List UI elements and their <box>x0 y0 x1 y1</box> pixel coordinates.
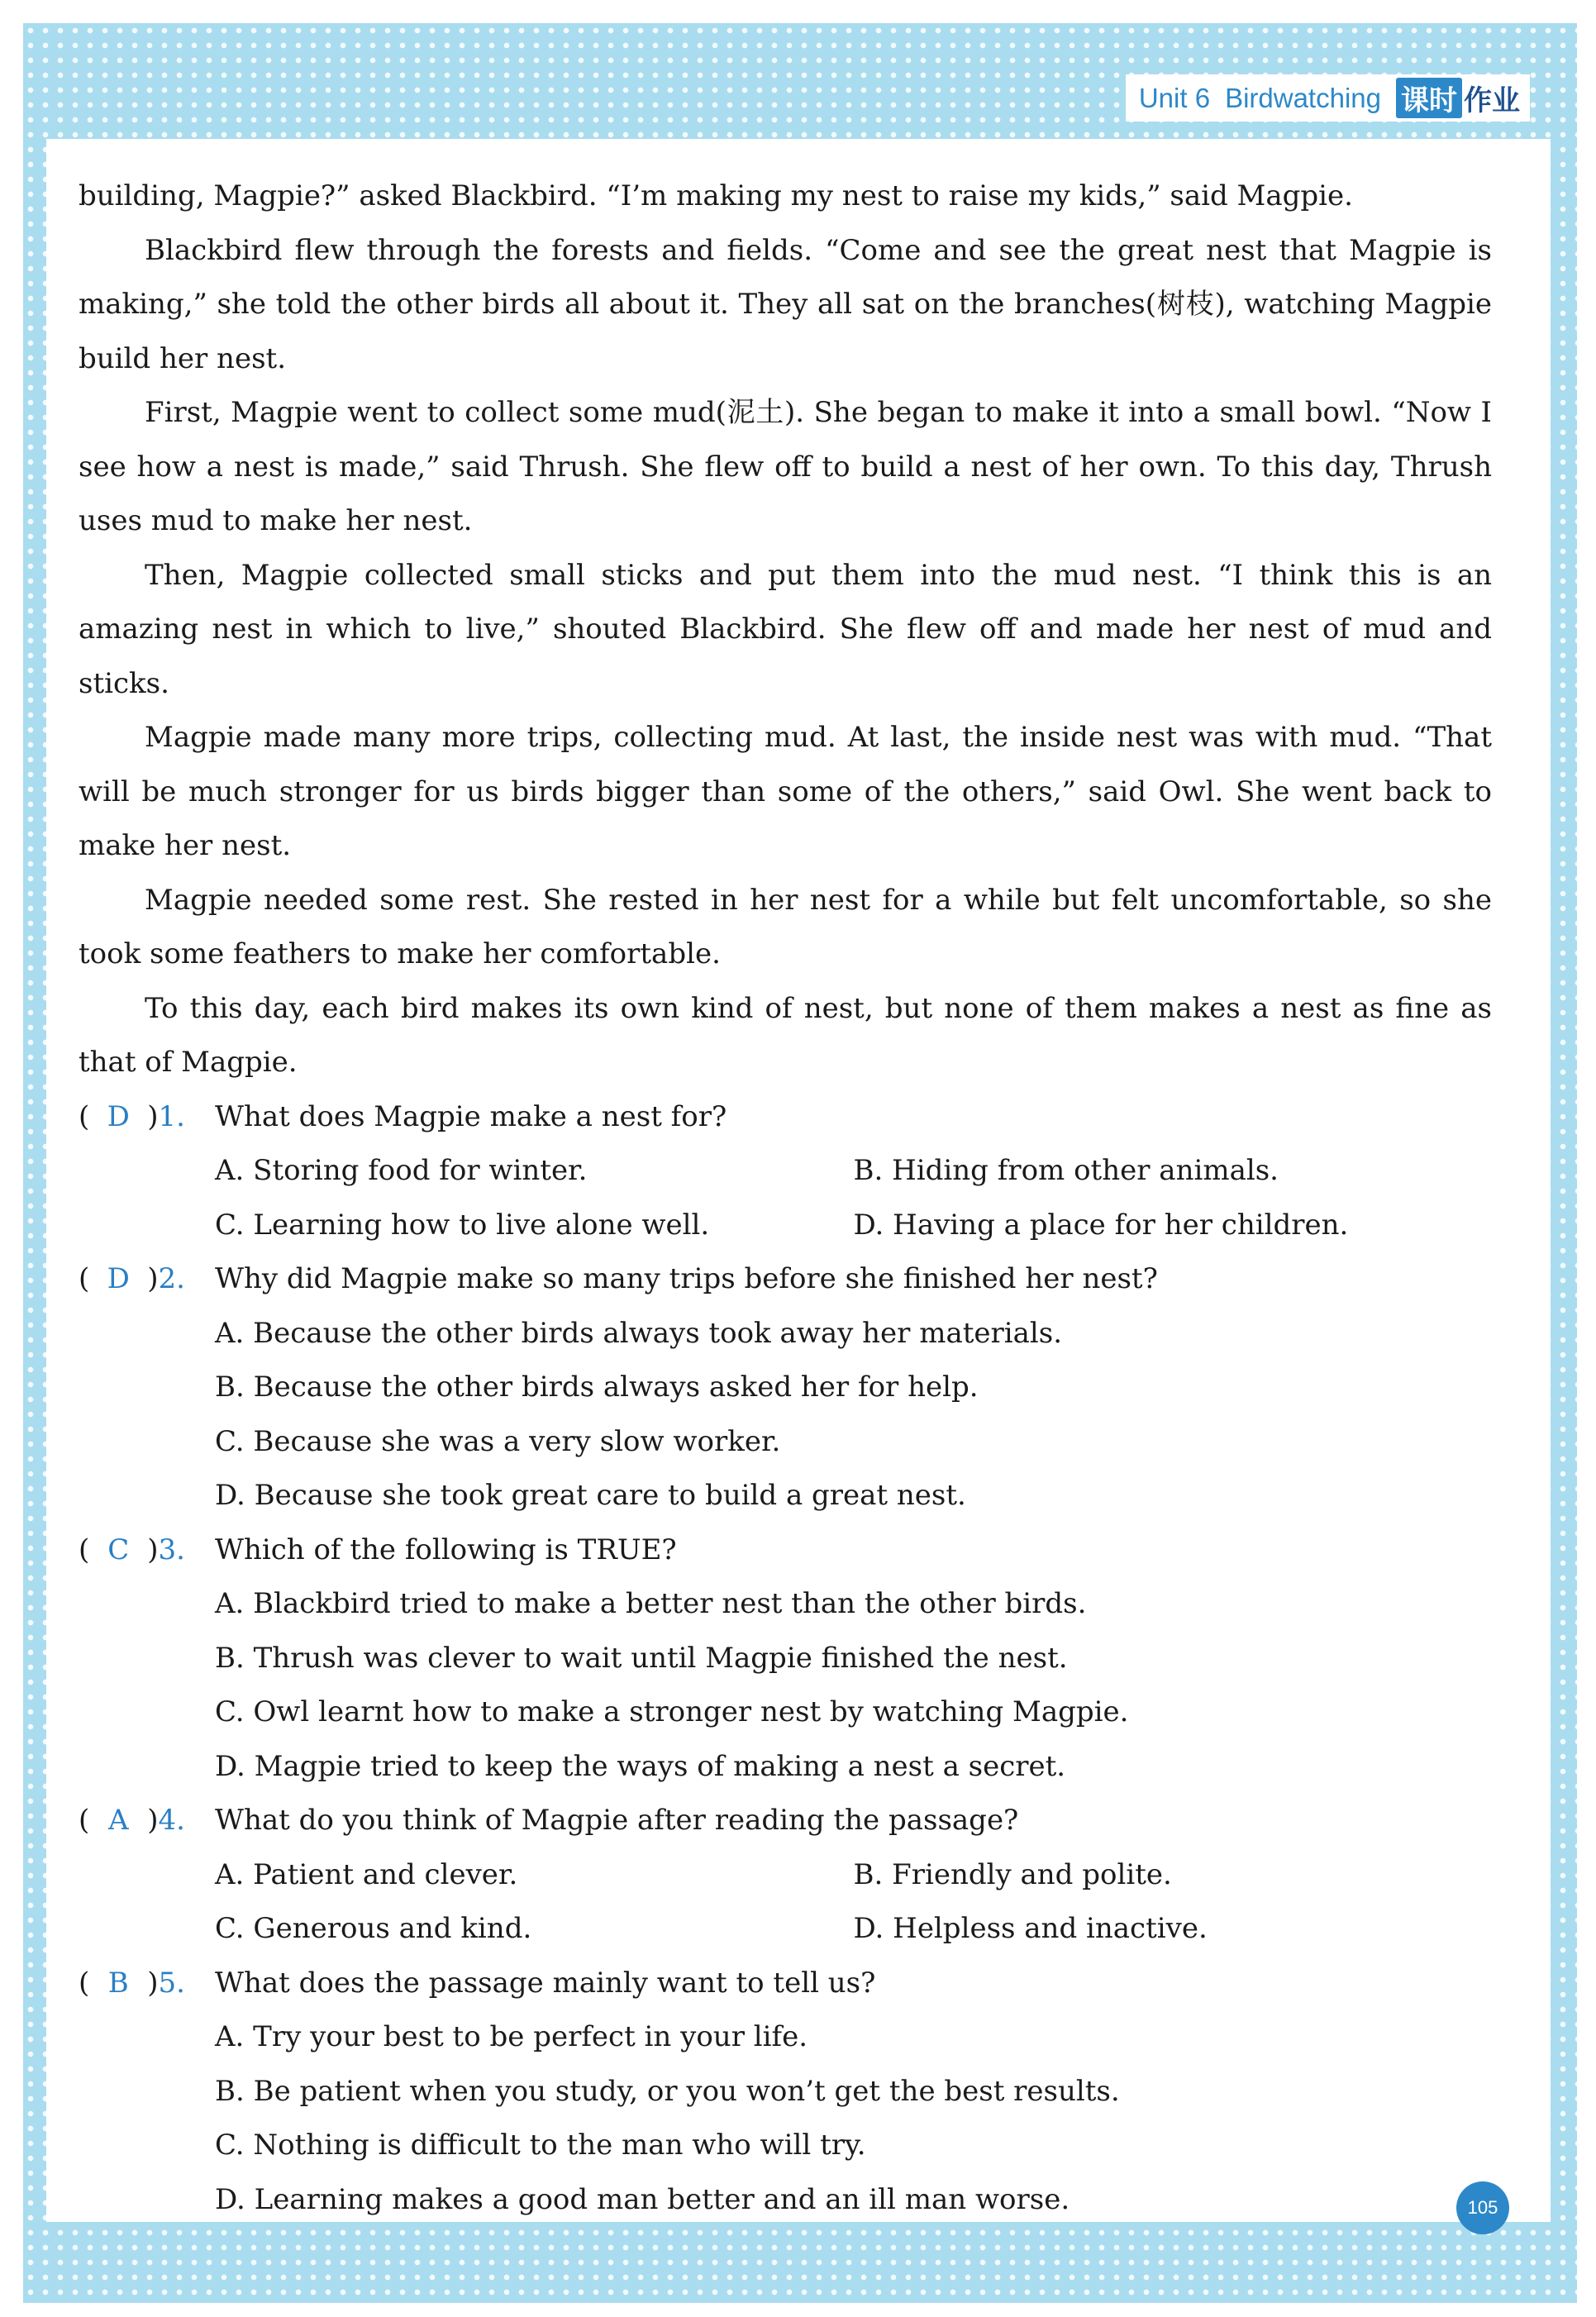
brand-icon: 课时 <box>1396 78 1462 118</box>
question-5 <box>79 1957 1492 2011</box>
options-2 <box>79 1307 1492 1523</box>
page-content <box>79 169 1492 2227</box>
answer-mark: C <box>107 1533 130 1566</box>
option: B. Friendly and polite. <box>853 1857 1172 1891</box>
option: C. Learning how to live alone well. <box>215 1208 710 1242</box>
options-4 <box>79 1848 1492 1957</box>
question-4 <box>79 1794 1492 1848</box>
option: B. Hiding from other animals. <box>853 1154 1279 1187</box>
question-1 <box>79 1090 1492 1145</box>
answer-mark: B <box>107 1966 129 2000</box>
option: C. Nothing is difficult to the man who will try. <box>215 2129 866 2162</box>
option: C. Owl learnt how to make a stronger nest by watching Magpie. <box>215 1695 1129 1728</box>
option: D. Having a place for her children. <box>853 1208 1349 1242</box>
options-5 <box>79 2010 1492 2227</box>
answer-bracket: ( D )1. <box>79 1090 215 1145</box>
question-text: What does the passage mainly want to tell us? <box>215 1966 876 2000</box>
option: A. Storing food for winter. <box>215 1154 588 1187</box>
option: D. Learning makes a good man better and an ill man worse. <box>215 2182 1070 2216</box>
answer-bracket: ( A )4. <box>79 1794 215 1848</box>
passage-paragraph: Magpie made many more trips, collecting mud. At last, the inside nest was with mud. “That will be much stronger for us birds bigger than some of the others,” said Owl. She went back to make her nest. <box>79 721 1492 862</box>
option: D. Helpless and inactive. <box>853 1912 1208 1945</box>
passage-paragraph: Magpie needed some rest. She rested in her nest for a while but felt uncomfortable, so she took some feathers to make her comfortable. <box>79 883 1492 970</box>
passage-paragraph: Blackbird flew through the forests and fields. “Come and see the great nest that Magpie is making,” she told the other birds all about it. They all sat on the branches(树枝), watching Magpie build her nest. <box>79 233 1492 375</box>
option: D. Because she took great care to build a great nest. <box>215 1479 966 1512</box>
answer-bracket: ( D )2. <box>79 1252 215 1307</box>
brand-logo <box>1396 78 1520 118</box>
option: A. Because the other birds always took away her materials. <box>215 1316 1063 1350</box>
answer-mark: D <box>107 1262 130 1295</box>
question-number: 5. <box>158 1966 185 2000</box>
option: A. Patient and clever. <box>215 1857 518 1891</box>
option: C. Because she was a very slow worker. <box>215 1424 781 1458</box>
question-number: 1. <box>158 1099 185 1133</box>
question-text: Which of the following is TRUE? <box>215 1533 677 1566</box>
answer-bracket: ( C )3. <box>79 1523 215 1578</box>
option: B. Be patient when you study, or you won’t get the best results. <box>215 2074 1120 2108</box>
question-3 <box>79 1523 1492 1578</box>
answer-mark: A <box>107 1804 129 1837</box>
option: A. Try your best to be perfect in your life. <box>215 2020 808 2053</box>
option: C. Generous and kind. <box>215 1912 532 1945</box>
option: B. Because the other birds always asked her for help. <box>215 1371 979 1404</box>
question-number: 3. <box>158 1533 185 1566</box>
question-text: What does Magpie make a nest for? <box>215 1099 727 1133</box>
option: D. Magpie tried to keep the ways of making a nest a secret. <box>215 1749 1066 1783</box>
options-3 <box>79 1577 1492 1794</box>
passage-paragraph: building, Magpie?” asked Blackbird. “I’m making my nest to raise my kids,” said Magpie. <box>79 179 1353 212</box>
question-text: Why did Magpie make so many trips before she finished her nest? <box>215 1262 1158 1295</box>
page-header <box>1126 74 1530 122</box>
option: A. Blackbird tried to make a better nest than the other birds. <box>215 1587 1087 1620</box>
question-text: What do you think of Magpie after reading the passage? <box>215 1804 1019 1837</box>
unit-label: Unit 6 <box>1138 82 1211 113</box>
answer-mark: D <box>107 1099 130 1133</box>
answer-bracket: ( B )5. <box>79 1957 215 2011</box>
question-number: 2. <box>158 1262 185 1295</box>
option: B. Thrush was clever to wait until Magpie finished the nest. <box>215 1641 1068 1675</box>
page-number: 105 <box>1456 2181 1509 2234</box>
brand-text: 作业 <box>1464 85 1520 117</box>
question-number: 4. <box>158 1804 185 1837</box>
passage-paragraph: To this day, each bird makes its own kind of nest, but none of them makes a nest as fine as that of Magpie. <box>79 991 1492 1079</box>
topic-label: Birdwatching <box>1225 82 1381 113</box>
question-2 <box>79 1252 1492 1307</box>
options-1 <box>79 1144 1492 1252</box>
passage-paragraph: First, Magpie went to collect some mud(泥土). She began to make it into a small bowl. “Now I see how a nest is made,” said Thrush. She flew off to build a nest of her own. To this day, Thrush uses mud to make her nest. <box>79 396 1492 537</box>
passage-paragraph: Then, Magpie collected small sticks and put them into the mud nest. “I think this is an amazing nest in which to live,” shouted Blackbird. She flew off and made her nest of mud and sticks. <box>79 558 1492 700</box>
